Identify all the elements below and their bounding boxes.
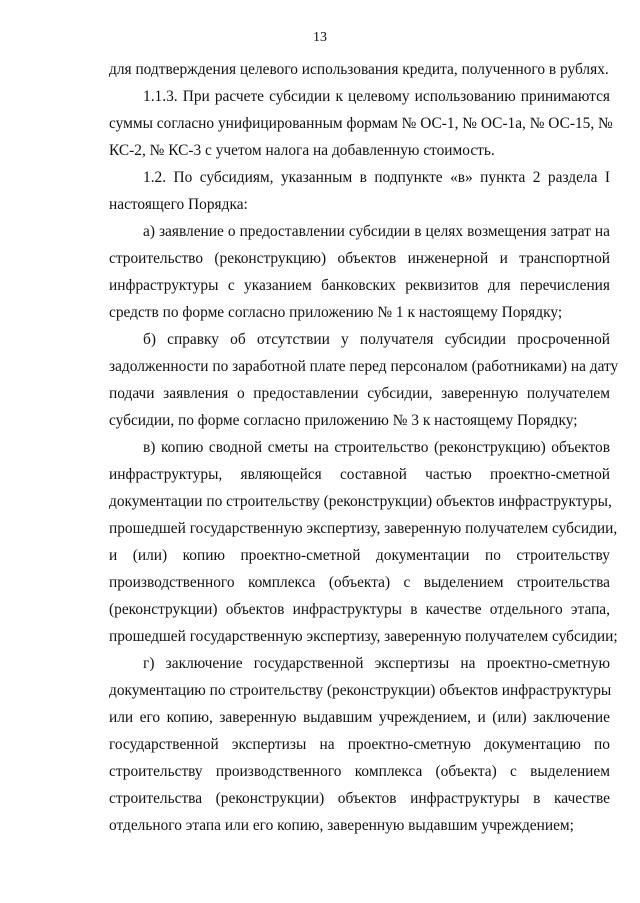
text-line: в) копию сводной сметы на строительство (реконструкцию) объектов [143, 439, 610, 456]
text-line: КС-2, № КС-3 с учетом налога на добавленную стоимость. [109, 142, 495, 159]
text-line: а) заявление о предоставлении субсидии в целях возмещения затрат на [143, 223, 610, 240]
text-line: документацию по строительству (реконструкции) объектов инфраструктуры [109, 682, 612, 699]
text-line: инфраструктуры, являющейся составной частью проектно-сметной [109, 466, 610, 483]
text-line: суммы согласно унифицированным формам № ОС-1, № ОС-1а, № ОС-15, № [109, 115, 613, 132]
text-line: или его копию, заверенную выдавшим учреждением, и (или) заключение [109, 709, 610, 726]
text-line: настоящего Порядка: [109, 196, 248, 213]
text-line: отдельного этапа или его копию, заверенную выдавшим учреждением; [109, 817, 574, 834]
page-number: 13 [313, 30, 327, 45]
text-line: б) справку об отсутствии у получателя субсидии просроченной [143, 331, 610, 348]
text-line: производственного комплекса (объекта) с выделением строительства [109, 574, 610, 591]
document-body [109, 56, 619, 839]
text-line: государственной экспертизы на проектно-сметную документацию по [109, 736, 610, 753]
text-line: г) заключение государственной экспертизы на проектно-сметную [143, 655, 610, 672]
text-line: (реконструкции) объектов инфраструктуры в качестве отдельного этапа, [109, 601, 610, 618]
text-line: субсидии, по форме согласно приложению № 3 к настоящему Порядку; [109, 412, 578, 429]
text-line: прошедшей государственную экспертизу, заверенную получателем субсидии; [109, 628, 618, 645]
text-line: документации по строительству (реконструкции) объектов инфраструктуры, [109, 493, 612, 510]
text-line: 1.2. По субсидиям, указанным в подпункте «в» пункта 2 раздела I [143, 169, 610, 186]
text-line: строительства (реконструкции) объектов инфраструктуры в качестве [109, 790, 610, 807]
text-line: инфраструктуры с указанием банковских реквизитов для перечисления [109, 277, 610, 294]
text-line: задолженности по заработной плате перед персоналом (работниками) на дату [109, 358, 619, 375]
text-line: прошедшей государственную экспертизу, заверенную получателем субсидии, [109, 520, 618, 537]
text-line: средств по форме согласно приложению № 1 к настоящему Порядку; [109, 304, 563, 321]
text-line: строительство (реконструкцию) объектов инженерной и транспортной [109, 250, 610, 267]
text-line: 1.1.3. При расчете субсидии к целевому использованию принимаются [143, 88, 610, 105]
text-line: подачи заявления о предоставлении субсидии, заверенную получателем [109, 385, 610, 402]
text-line: для подтверждения целевого использования кредита, полученного в рублях. [109, 61, 609, 78]
text-line: и (или) копию проектно-сметной документации по строительству [109, 547, 610, 564]
text-line: строительству производственного комплекса (объекта) с выделением [109, 763, 610, 780]
